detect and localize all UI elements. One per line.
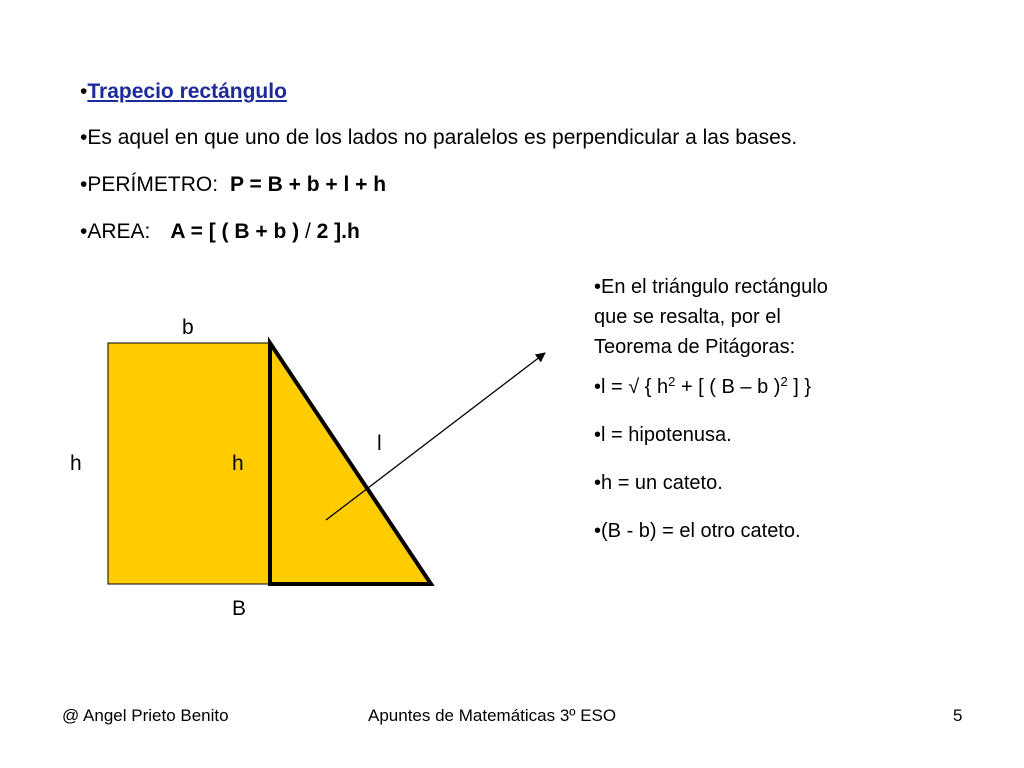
perimeter-label: PERÍMETRO: [87, 173, 219, 196]
explanation-intro [594, 272, 828, 362]
title-link[interactable]: Trapecio rectángulo [87, 80, 287, 103]
area-formula-part-a: A = [ ( B + b ) [170, 220, 305, 243]
hypotenuse-note [594, 420, 828, 450]
cathetus-h-note [594, 468, 828, 498]
formula-end: ] } [787, 376, 812, 398]
formula-prefix: l = √ { h [601, 376, 669, 398]
intro-line-3: Teorema de Pitágoras: [594, 336, 796, 358]
label-height-left: h [70, 452, 82, 475]
area-label: AREA: [87, 220, 151, 243]
bullet: • [80, 126, 88, 149]
intro-line-1: En el triángulo rectángulo [601, 276, 828, 298]
formula-exponent-1: 2 [668, 374, 676, 390]
area-formula-slash: / [304, 220, 311, 243]
label-height-inner: h [232, 452, 244, 475]
pointer-arrow [326, 353, 545, 520]
pythagoras-formula [594, 372, 828, 402]
cathetus-b-note [594, 516, 828, 546]
bullet: • [594, 472, 602, 494]
pythagoras-explanation [594, 272, 828, 546]
label-top-base: b [182, 316, 194, 339]
rectangle-part [108, 343, 270, 584]
formula-middle: + [ ( B – b ) [675, 376, 781, 398]
bullet: • [594, 376, 602, 398]
definition-text: Es aquel en que uno de los lados no paralelos es perpendicular a las bases. [87, 126, 798, 149]
bullet: • [80, 80, 88, 103]
cathetus-b-text: (B - b) = el otro cateto. [601, 520, 801, 542]
label-hypotenuse: l [377, 432, 382, 455]
bullet: • [594, 424, 602, 446]
label-bottom-base: B [232, 597, 247, 620]
footer-page-number: 5 [953, 706, 963, 725]
highlighted-right-triangle [270, 343, 431, 584]
bullet: • [594, 520, 602, 542]
footer-course: Apuntes de Matemáticas 3º ESO [368, 706, 617, 725]
formula-exponent-2: 2 [780, 374, 788, 390]
bullet: • [594, 276, 602, 298]
bullet: • [80, 220, 88, 243]
perimeter-formula: P = B + b + l + h [230, 173, 387, 196]
hypotenuse-text: l = hipotenusa. [601, 424, 732, 446]
bullet: • [80, 173, 88, 196]
footer-author: @ Angel Prieto Benito [62, 706, 229, 725]
cathetus-h-text: h = un cateto. [601, 472, 723, 494]
area-formula-part-b: 2 ].h [310, 220, 360, 243]
intro-line-2: que se resalta, por el [594, 306, 781, 328]
